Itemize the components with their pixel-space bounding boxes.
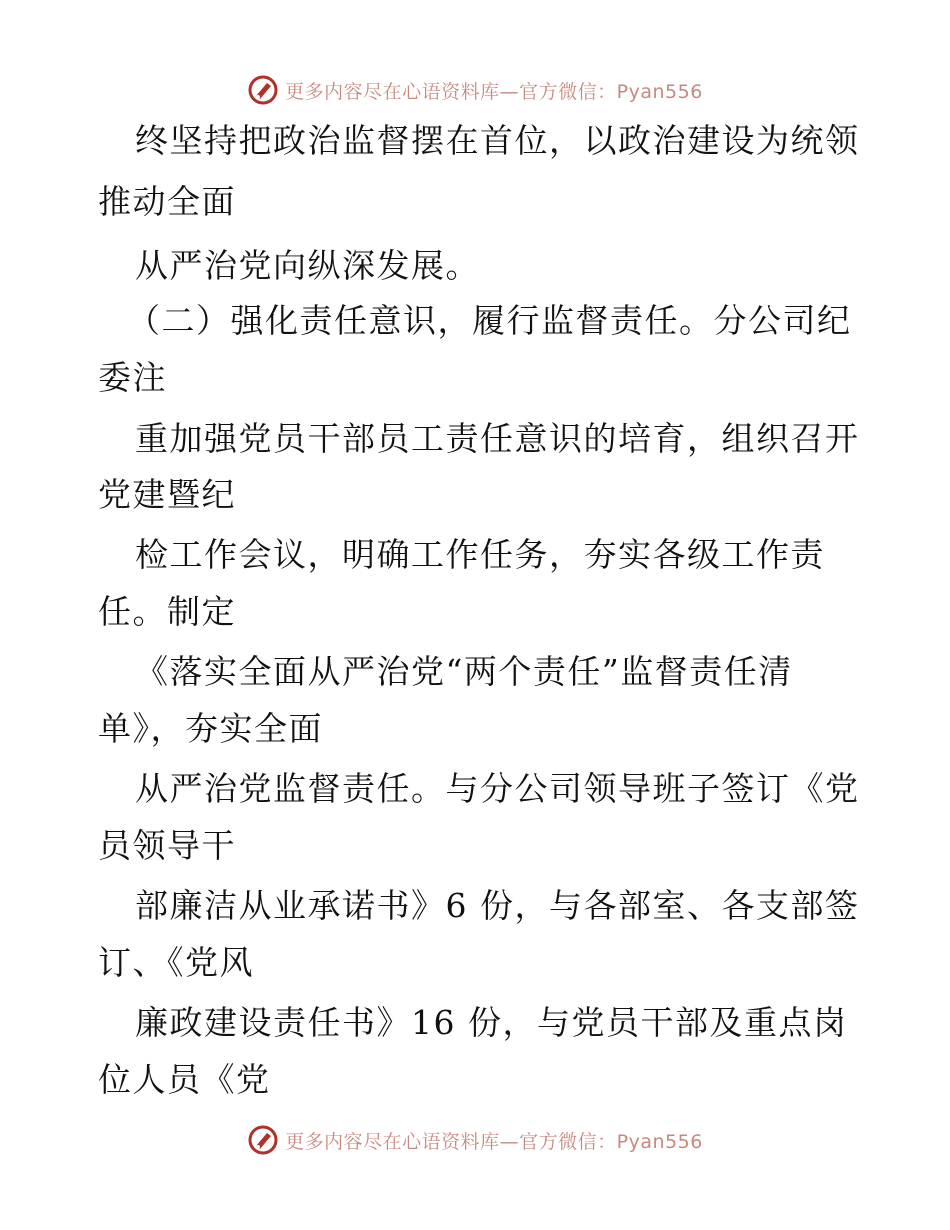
body-line: 位人员《党 [98,1060,271,1099]
footer-banner-text: 更多内容尽在心语资料库—官方微信：Pyan556 [285,1130,703,1153]
body-line: 廉政建设责任书》16 份，与党员干部及重点岗 [135,1003,848,1042]
red-circle-pen-logo-icon [247,74,279,106]
body-line: 终坚持把政治监督摆在首位，以政治建设为统领 [135,121,860,160]
body-line: 检工作会议，明确工作任务，夯实各级工作责 [135,535,825,574]
body-line: 从严治党监督责任。与分公司领导班子签订《党 [135,769,860,808]
body-line: 重加强党员干部员工责任意识的培育，组织召开 [135,419,860,458]
body-line: 从严治党向纵深发展。 [135,246,480,285]
body-line: 订、《党风 [98,943,254,982]
body-line: 委注 [98,358,167,397]
body-line: 推动全面 [98,182,236,221]
red-circle-pen-logo-icon [247,1124,279,1156]
header-watermark-banner [0,70,950,110]
body-line: 《落实全面从严治党“两个责任”监督责任清 [135,652,793,691]
footer-watermark-banner [0,1120,950,1160]
body-line: 党建暨纪 [98,475,236,514]
header-banner-text: 更多内容尽在心语资料库—官方微信：Pyan556 [285,80,703,103]
body-line: （二）强化责任意识，履行监督责任。分公司纪 [127,301,852,340]
body-line: 任。制定 [98,592,236,631]
body-line: 单》，夯实全面 [98,709,323,748]
body-line: 员领导干 [98,826,236,865]
body-line: 部廉洁从业承诺书》6 份，与各部室、各支部签 [135,886,860,925]
